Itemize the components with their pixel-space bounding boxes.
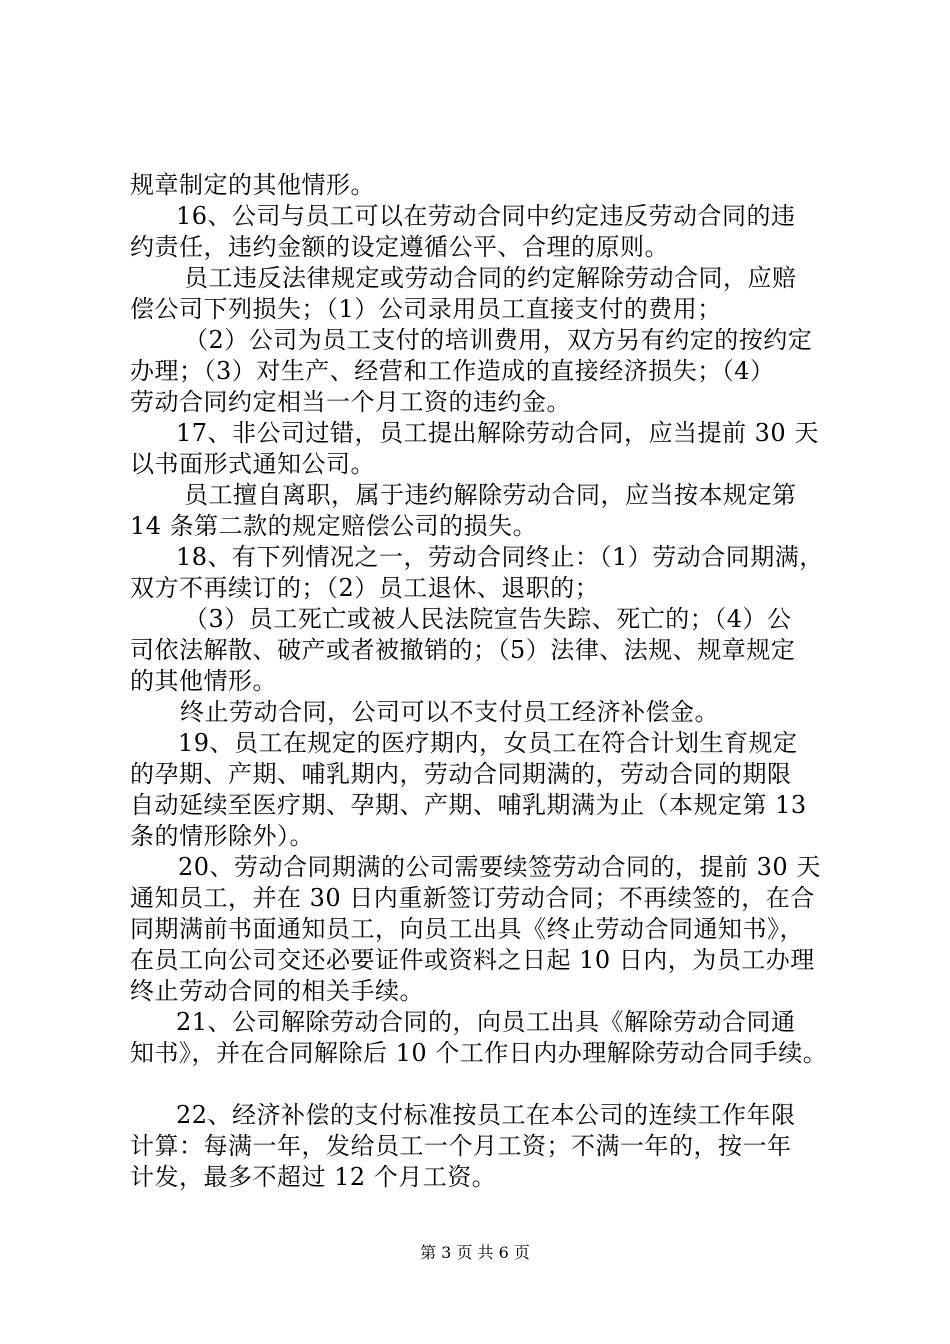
text-line: 以书面形式通知公司。 (130, 450, 375, 478)
text-line: 在员工向公司交还必要证件或资料之日起 10 日内，为员工办理 (130, 946, 815, 974)
text-line: 偿公司下列损失；（1）公司录用员工直接支付的费用； (130, 295, 722, 323)
text-line: 司依法解散、破产或者被撤销的；（5）法律、法规、规章规定 (130, 636, 796, 664)
text-line: 劳动合同约定相当一个月工资的违约金。 (130, 388, 571, 416)
text-line: 规章制定的其他情形。 (130, 171, 375, 199)
text-line: （3）员工死亡或被人民法院宣告失踪、死亡的；（4）公 (184, 605, 792, 633)
text-line: 16、公司与员工可以在劳动合同中约定违反劳动合同的违 (176, 202, 796, 230)
text-line: 19、员工在规定的医疗期内，女员工在符合计划生育规定 (178, 729, 798, 757)
text-line: 22、经济补偿的支付标准按员工在本公司的连续工作年限 (176, 1101, 796, 1129)
page-footer: 第 3 页 共 6 页 (420, 1243, 530, 1262)
text-line: 终止劳动合同，公司可以不支付员工经济补偿金。 (180, 698, 719, 726)
text-line: 20、劳动合同期满的公司需要续签劳动合同的，提前 30 天 (178, 853, 821, 881)
text-line: 办理；（3）对生产、经营和工作造成的直接经济损失；（4） (130, 357, 775, 385)
text-line: 员工擅自离职，属于违约解除劳动合同，应当按本规定第 (184, 481, 797, 509)
text-line: 员工违反法律规定或劳动合同的约定解除劳动合同，应赔 (184, 264, 797, 292)
text-line: （2）公司为员工支付的培训费用，双方另有约定的按约定 (184, 326, 813, 354)
text-line: 17、非公司过错，员工提出解除劳动合同，应当提前 30 天 (176, 419, 819, 447)
text-line: 18、有下列情况之一，劳动合同终止：（1）劳动合同期满， (176, 543, 824, 571)
text-line: 双方不再续订的；（2）员工退休、退职的； (130, 574, 600, 602)
text-line: 通知员工，并在 30 日内重新签订劳动合同；不再续签的，在合 (130, 884, 815, 912)
text-line: 自动延续至医疗期、孕期、产期、哺乳期满为止（本规定第 13 (130, 791, 807, 819)
text-line: 的孕期、产期、哺乳期内，劳动合同期满的，劳动合同的期限 (130, 760, 792, 788)
text-line: 计算：每满一年，发给员工一个月工资；不满一年的，按一年 (130, 1132, 792, 1160)
text-line: 计发，最多不超过 12 个月工资。 (130, 1163, 497, 1191)
document-body (130, 170, 828, 1193)
text-line: 21、公司解除劳动合同的，向员工出具《解除劳动合同通 (176, 1008, 796, 1036)
text-line: 同期满前书面通知员工，向员工出具《终止劳动合同通知书》， (130, 915, 804, 943)
text-line: 约责任，违约金额的设定遵循公平、合理的原则。 (130, 233, 669, 261)
text-line: 14 条第二款的规定赔偿公司的损失。 (130, 512, 538, 540)
text-line: 知书》，并在合同解除后 10 个工作日内办理解除劳动合同手续。 (130, 1039, 828, 1067)
text-line: 终止劳动合同的相关手续。 (130, 977, 424, 1005)
text-line: 的其他情形。 (130, 667, 277, 695)
text-line: 条的情形除外）。 (130, 822, 314, 850)
